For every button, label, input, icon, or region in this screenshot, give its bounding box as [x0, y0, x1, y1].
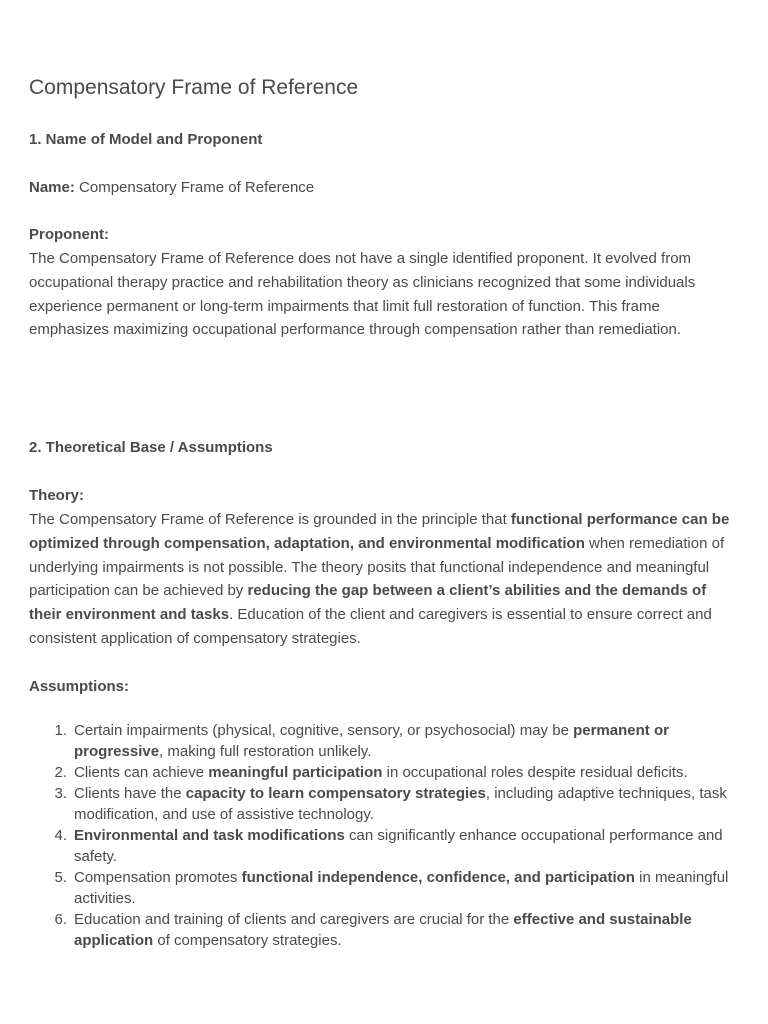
name-value: Compensatory Frame of Reference [74, 179, 315, 196]
list-item: 3. Clients have the capacity to learn compensatory strategies, including adaptive techniques, task modification, and use of assistive technology. [54, 785, 727, 823]
list-item: 5. Compensation promotes functional independence, confidence, and participation in meaningful activities. [54, 869, 729, 907]
section-1-heading: 1. Name of Model and Proponent [29, 131, 263, 148]
theory-text: The Compensatory Frame of Reference is grounded in the principle that functional performance can be optimized through compensation, adaptation, and environmental modification when remediation of underlying impairments is not possible. The theory posits that functional independence and meaningful participation can be achieved by reducing the gap between a client’s abilities and the demands of their environment and tasks. Education of the client and caregivers is essential to ensure correct and consistent application of compensatory strategies. [29, 511, 730, 647]
section-2-heading: 2. Theoretical Base / Assumptions [29, 439, 273, 456]
assumptions-label: Assumptions: [29, 678, 130, 695]
theory-label: Theory: [29, 487, 85, 504]
proponent-text: The Compensatory Frame of Reference does not have a single identified proponent. It evolved from occupational therapy practice and rehabilitation theory as clinicians recognized that some individuals experience permanent or long-term impairments that limit full restoration of function. This frame emphasizes maximizing occupational performance through compensation rather than remediation. [29, 250, 696, 339]
name-line [29, 176, 741, 200]
assumptions-list [29, 720, 741, 951]
proponent-label: Proponent: [29, 226, 109, 243]
page-title: Compensatory Frame of Reference [29, 76, 359, 99]
name-label: Name: [29, 179, 75, 196]
list-item: 6. Education and training of clients and caregivers are crucial for the effective and sustainable application of compensatory strategies. [54, 911, 692, 949]
list-item: 4. Environmental and task modifications can significantly enhance occupational performance and safety. [54, 827, 723, 865]
list-item: 1. Certain impairments (physical, cognitive, sensory, or psychosocial) may be permanent or progressive, making full restoration unlikely. [54, 722, 669, 760]
list-item: 2. Clients can achieve meaningful participation in occupational roles despite residual deficits. [54, 764, 688, 781]
